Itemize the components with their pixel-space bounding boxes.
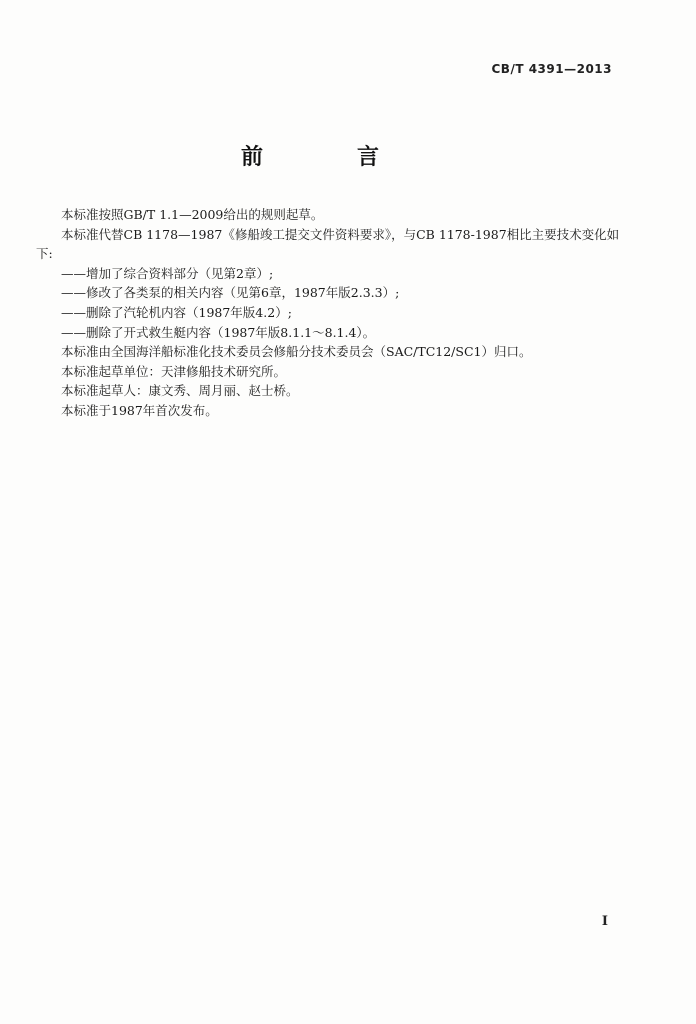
foreword-body <box>36 205 636 421</box>
paragraph-drafting-rules: 本标准按照GB/T 1.1—2009给出的规则起草。 <box>61 207 324 222</box>
paragraph-committee: 本标准由全国海洋船标准化技术委员会修船分技术委员会（SAC/TC12/SC1）归口。 <box>61 344 532 360</box>
paragraph-replacement: 本标准代替CB 1178—1987《修船竣工提交文件资料要求》，与CB 1178-1987相比主要技术变化如 <box>61 226 620 242</box>
change-item: ——修改了各类泵的相关内容（见第6章，1987年版2.3.3）; <box>61 285 400 301</box>
paragraph-replacement-cont: 下: <box>36 246 53 262</box>
paragraph-first-release: 本标准于1987年首次发布。 <box>61 402 218 418</box>
paragraph-drafting-unit: 本标准起草单位：天津修船技术研究所。 <box>61 363 287 379</box>
change-item: ——删除了汽轮机内容（1987年版4.2）; <box>61 304 292 320</box>
change-item: ——增加了综合资料部分（见第2章）; <box>61 265 274 281</box>
page-title: 前 言 <box>240 145 415 170</box>
change-item: ——删除了开式救生艇内容（1987年版8.1.1～8.1.4）。 <box>61 324 376 340</box>
standard-code: CB/T 4391—2013 <box>491 62 612 76</box>
paragraph-drafters: 本标准起草人：康文秀、周月丽、赵士桥。 <box>61 383 299 399</box>
page-number: I <box>601 914 608 929</box>
